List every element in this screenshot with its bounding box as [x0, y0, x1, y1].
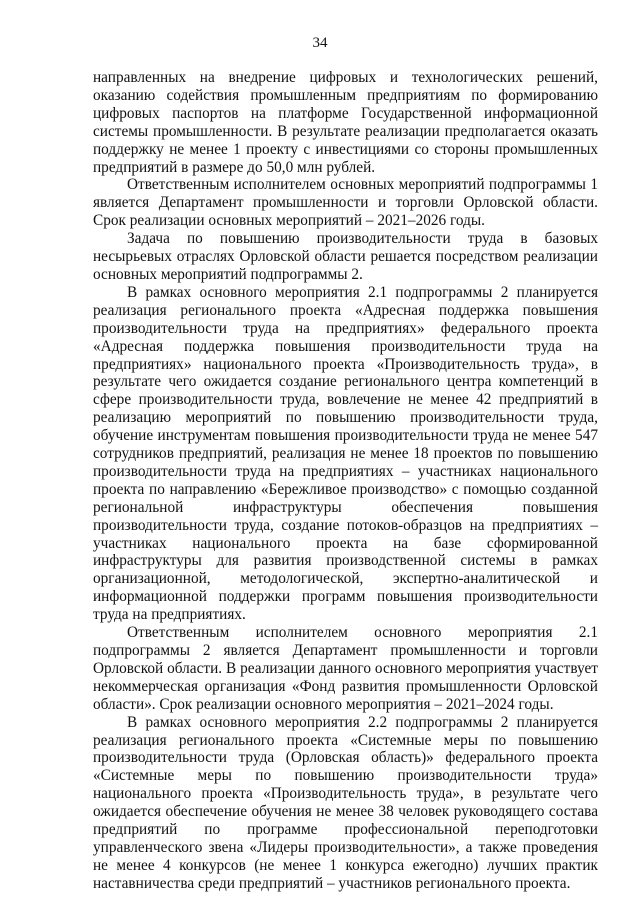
paragraph-responsible-executor-1: Ответственным исполнителем основных мероприятий подпрограммы 1 является Департамент промышленности и торговли Орловской области. Срок реализации основных мероприятий – 2021–2026 годы.	[93, 176, 598, 230]
paragraph-responsible-executor-2-1: Ответственным исполнителем основного мероприятия 2.1 подпрограммы 2 является Департамент промышленности и торговли Орловской области. В реализации данного основного мероприятия участвует некоммерческая организация «Фонд развития промышленности Орловской области». Срок реализации основного мероприятия – 2021–2024 годы.	[93, 624, 598, 713]
paragraph-continuation: направленных на внедрение цифровых и технологических решений, оказанию содействия промышленным предприятиям по формированию цифровых паспортов на платформе Государственной информационной системы промышленности. В результате реализации предполагается оказать поддержку не менее 1 проекту с инвестициями со стороны промышленных предприятий в размере до 50,0 млн рублей.	[93, 69, 598, 176]
paragraph-task-productivity: Задача по повышению производительности труда в базовых несырьевых отраслях Орловской области решается посредством реализации основных мероприятий подпрограммы 2.	[93, 230, 598, 283]
paragraph-measure-2-2: В рамках основного мероприятия 2.2 подпрограммы 2 планируется реализация регионального проекта «Системные меры по повышению производительности труда (Орловская область)» федерального проекта «Системные меры по повышению производительности труда» национального проекта «Производительность труда», в результате чего ожидается обеспечение обучения не менее 38 человек руководящего состава предприятий по программе профессиональной переподготовки управленческого звена «Лидеры производительности», а также проведения не менее 4 конкурсов (не менее 1 конкурса ежегодно) лучших практик наставничества среди предприятий – участников регионального проекта.	[93, 713, 598, 892]
document-body	[93, 69, 598, 893]
paragraph-measure-2-1: В рамках основного мероприятия 2.1 подпрограммы 2 планируется реализация регионального проекта «Адресная поддержка повышения производительности труда на предприятиях» федерального проекта «Адресная поддержка повышения производительности труда на предприятиях» национального проекта «Производительность труда», в результате чего ожидается создание регионального центра компетенций в сфере производительности труда, вовлечение не менее 42 предприятий в реализацию мероприятий по повышению производительности труда, обучение инструментам повышения производительности труда не менее 547 сотрудников предприятий, реализация не менее 18 проектов по повышению производительности труда на предприятиях – участниках национального проекта по направлению «Бережливое производство» с помощью созданной региональной инфраструктуры обеспечения повышения производительности труда, создание потоков-образцов на предприятиях – участниках национального проекта на базе сформированной инфраструктуры для развития производственной системы в рамках организационной, методологической, экспертно-аналитической и информационной поддержки программ повышения производительности труда на предприятиях.	[93, 283, 598, 624]
page-number: 34	[312, 35, 328, 51]
